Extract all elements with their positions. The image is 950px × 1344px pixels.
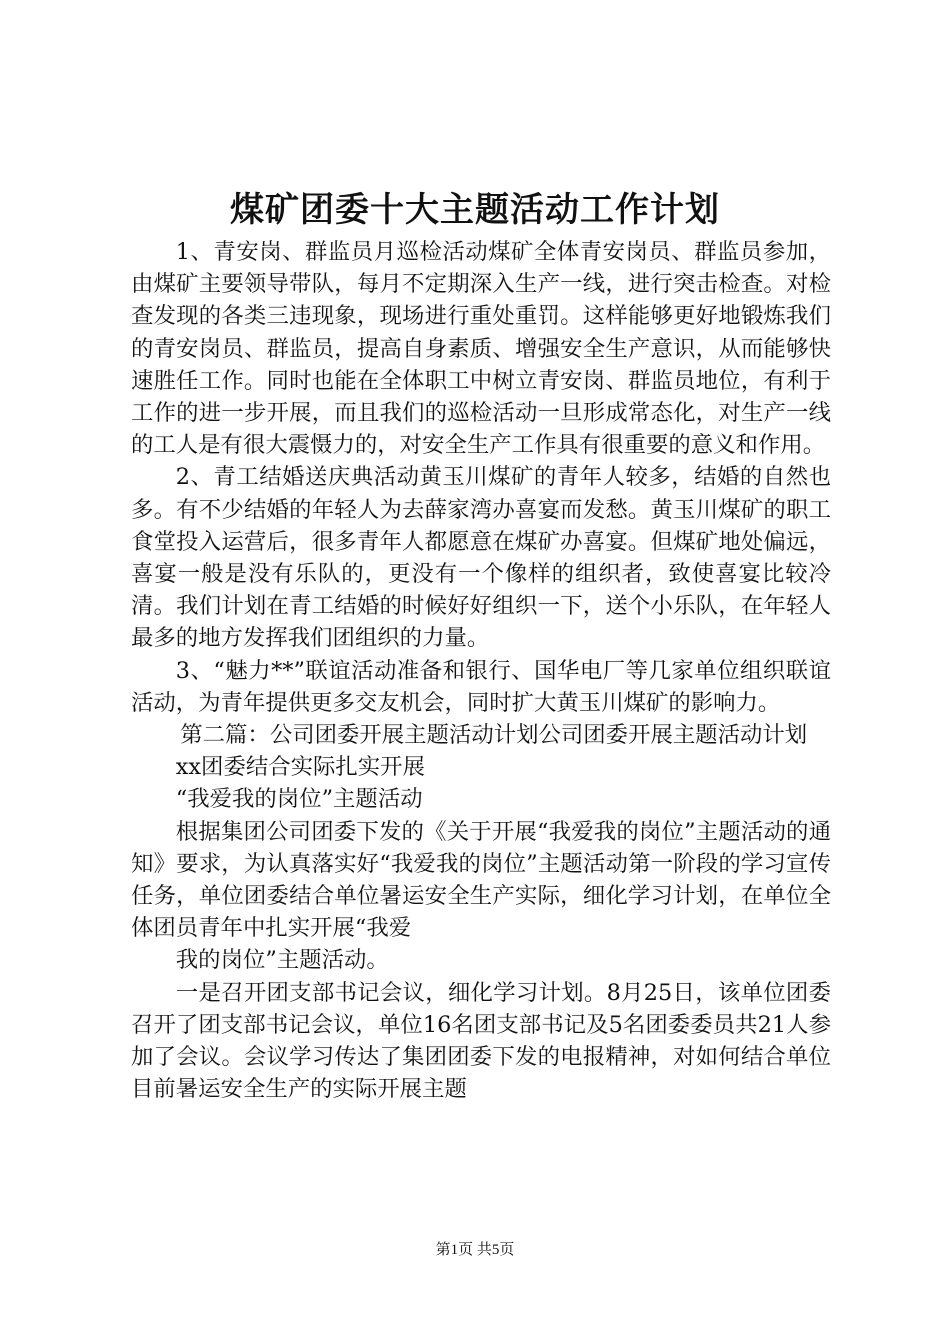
paragraph-4: 根据集团公司团委下发的《关于开展“我爱我的岗位”主题活动的通知》要求，为认真落实好“我爱我的岗位”主题活动第一阶段的学习宣传任务，单位团委结合单位暑运安全生产实际，细化学习计划，在单位全体团员青年中扎实开展“我爱 <box>131 818 831 942</box>
paragraph-5: 一是召开团支部书记会议，细化学习计划。8月25日，该单位团委召开了团支部书记会议，单位16名团支部书记及5名团委委员共21人参加了会议。会议学习传达了集团团委下发的电报精神，对如何结合单位目前暑运安全生产的实际开展主题 <box>131 979 831 1103</box>
section-heading: 第二篇：公司团委开展主题活动计划公司团委开展主题活动计划 <box>180 722 808 749</box>
subheading-line-1: xx团委结合实际扎实开展 <box>175 754 425 781</box>
subheading-line-2: “我爱我的岗位”主题活动 <box>175 786 423 813</box>
paragraph-4-continued: 我的岗位”主题活动。 <box>175 947 389 974</box>
paragraph-3: 3、“魅力**”联谊活动准备和银行、国华电厂等几家单位组织联谊活动，为青年提供更多交友机会，同时扩大黄玉川煤矿的影响力。 <box>131 657 831 716</box>
page-footer: 第1页 共5页 <box>435 1242 515 1258</box>
paragraph-2: 2、青工结婚送庆典活动黄玉川煤矿的青年人较多，结婚的自然也多。有不少结婚的年轻人为去薛家湾办喜宴而发愁。黄玉川煤矿的职工食堂投入运营后，很多青年人都愿意在煤矿办喜宴。但煤矿地处偏远，喜宴一般是没有乐队的，更没有一个像样的组织者，致使喜宴比较冷清。我们计划在青工结婚的时候好好组织一下，送个小乐队，在年轻人最多的地方发挥我们团组织的力量。 <box>131 464 831 652</box>
document-body <box>131 236 831 1105</box>
paragraph-1: 1、青安岗、群监员月巡检活动煤矿全体青安岗员、群监员参加，由煤矿主要领导带队，每月不定期深入生产一线，进行突击检查。对检查发现的各类三违现象，现场进行重处重罚。这样能够更好地锻炼我们的青安岗员、群监员，提高自身素质、增强安全生产意识，从而能够快速胜任工作。同时也能在全体职工中树立青安岗、群监员地位，有利于工作的进一步开展，而且我们的巡检活动一旦形成常态化，对生产一线的工人是有很大震慑力的，对安全生产工作具有很重要的意义和作用。 <box>131 239 831 459</box>
document-title: 煤矿团委十大主题活动工作计划 <box>230 190 720 230</box>
